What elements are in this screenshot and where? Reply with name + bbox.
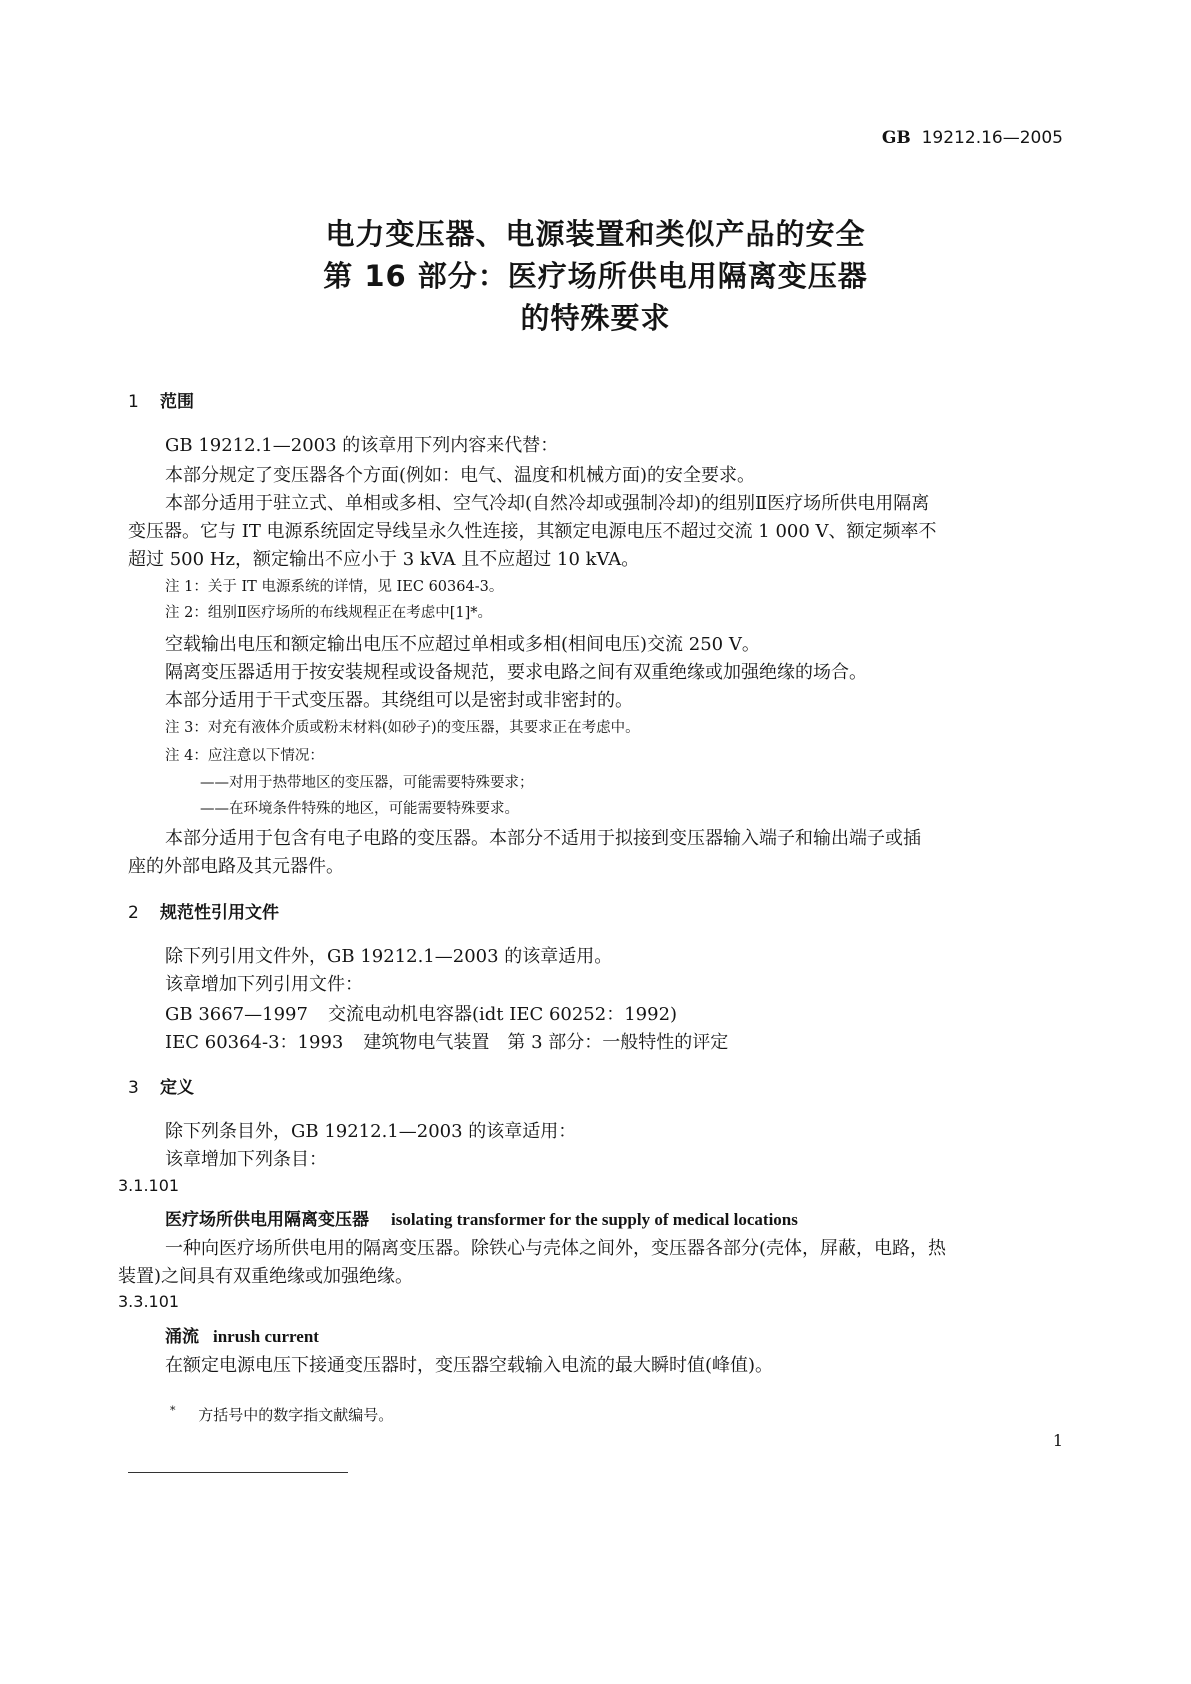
paragraph: 该章增加下列引用文件：: [165, 974, 363, 995]
section-number: 2: [128, 903, 139, 923]
section-number: 1: [128, 392, 139, 412]
footnote: [170, 1404, 393, 1425]
note: 注 3：对充有液体介质或粉末材料(如砂子)的变压器，其要求正在考虑中。: [165, 720, 640, 736]
paragraph: 隔离变压器适用于按安装规程或设备规范，要求电路之间有双重绝缘或加强绝缘的场合。: [165, 662, 867, 683]
clause-number: 3.1.101: [118, 1176, 180, 1195]
paragraph: 本部分适用于干式变压器。其绕组可以是密封或非密封的。: [165, 690, 633, 711]
section-3-heading: [128, 1073, 194, 1098]
reference-item: [165, 1000, 677, 1026]
definition-line: 在额定电源电压下接通变压器时，变压器空载输入电流的最大瞬时值(峰值)。: [165, 1355, 774, 1376]
note-list-item: ——在环境条件特殊的地区，可能需要特殊要求。: [200, 801, 519, 817]
section-2-heading: [128, 898, 279, 923]
section-title: 规范性引用文件: [160, 903, 279, 923]
term-chinese: 医疗场所供电用隔离变压器: [165, 1210, 369, 1230]
note: 注 2：组别Ⅱ医疗场所的布线规程正在考虑中[1]*。: [165, 605, 492, 621]
paragraph-line: 超过 500 Hz，额定输出不应小于 3 kVA 且不应超过 10 kVA。: [128, 549, 640, 570]
clause-number: 3.3.101: [118, 1292, 180, 1311]
paragraph: 除下列条目外，GB 19212.1—2003 的该章适用：: [165, 1121, 577, 1142]
footnote-mark: *: [170, 1404, 176, 1417]
section-title: 定义: [160, 1078, 194, 1098]
reference-title: 建筑物电气装置 第 3 部分：一般特性的评定: [363, 1032, 729, 1053]
definition-line: 装置)之间具有双重绝缘或加强绝缘。: [118, 1266, 414, 1287]
paragraph: 本部分规定了变压器各个方面(例如：电气、温度和机械方面)的安全要求。: [165, 465, 756, 486]
term-chinese: 涌流: [165, 1327, 199, 1347]
term-english: isolating transformer for the supply of medical locations: [391, 1210, 798, 1229]
title-line-3: 的特殊要求: [520, 301, 671, 335]
footnote-divider: [128, 1472, 348, 1473]
section-number: 3: [128, 1078, 139, 1098]
term-english: inrush current: [213, 1327, 319, 1346]
reference-title: 交流电动机电容器(idt IEC 60252：1992): [327, 1004, 678, 1025]
term-entry: [165, 1205, 798, 1230]
note: 注 4：应注意以下情况：: [165, 748, 324, 764]
title-line-2: 第 16 部分：医疗场所供电用隔离变压器: [323, 259, 868, 293]
note-list-item: ——对用于热带地区的变压器，可能需要特殊要求；: [200, 775, 534, 791]
paragraph-line: 座的外部电路及其元器件。: [128, 856, 344, 877]
paragraph-line: 变压器。它与 IT 电源系统固定导线呈永久性连接，其额定电源电压不超过交流 1 000 V、额定频率不: [128, 521, 937, 542]
section-1-heading: [128, 387, 194, 412]
definition-line: 一种向医疗场所供电用的隔离变压器。除铁心与壳体之间外，变压器各部分(壳体，屏蔽，电路，热: [165, 1238, 947, 1259]
standard-code: 19212.16—2005: [921, 128, 1063, 148]
paragraph-line: 本部分适用于包含有电子电路的变压器。本部分不适用于拟接到变压器输入端子和输出端子或插: [165, 828, 921, 849]
standard-prefix: GB: [881, 128, 911, 148]
footnote-text: 方括号中的数字指文献编号。: [198, 1406, 394, 1424]
section-title: 范围: [160, 392, 194, 412]
paragraph: 该章增加下列条目：: [165, 1149, 327, 1170]
paragraph: GB 19212.1—2003 的该章用下列内容来代替：: [165, 435, 559, 456]
standard-number: [882, 128, 1063, 148]
paragraph-line: 本部分适用于驻立式、单相或多相、空气冷却(自然冷却或强制冷却)的组别Ⅱ医疗场所供电用隔离: [165, 493, 930, 514]
reference-code: GB 3667—1997: [165, 1004, 308, 1025]
reference-item: [165, 1028, 728, 1054]
title-line-1: 电力变压器、电源装置和类似产品的安全: [325, 217, 866, 251]
term-entry: [165, 1322, 319, 1347]
reference-code: IEC 60364-3：1993: [165, 1032, 344, 1053]
note: 注 1：关于 IT 电源系统的详情，见 IEC 60364-3。: [165, 579, 504, 595]
page-number: 1: [1052, 1431, 1063, 1450]
paragraph: 除下列引用文件外，GB 19212.1—2003 的该章适用。: [165, 946, 613, 967]
paragraph: 空载输出电压和额定输出电压不应超过单相或多相(相间电压)交流 250 V。: [165, 634, 760, 655]
